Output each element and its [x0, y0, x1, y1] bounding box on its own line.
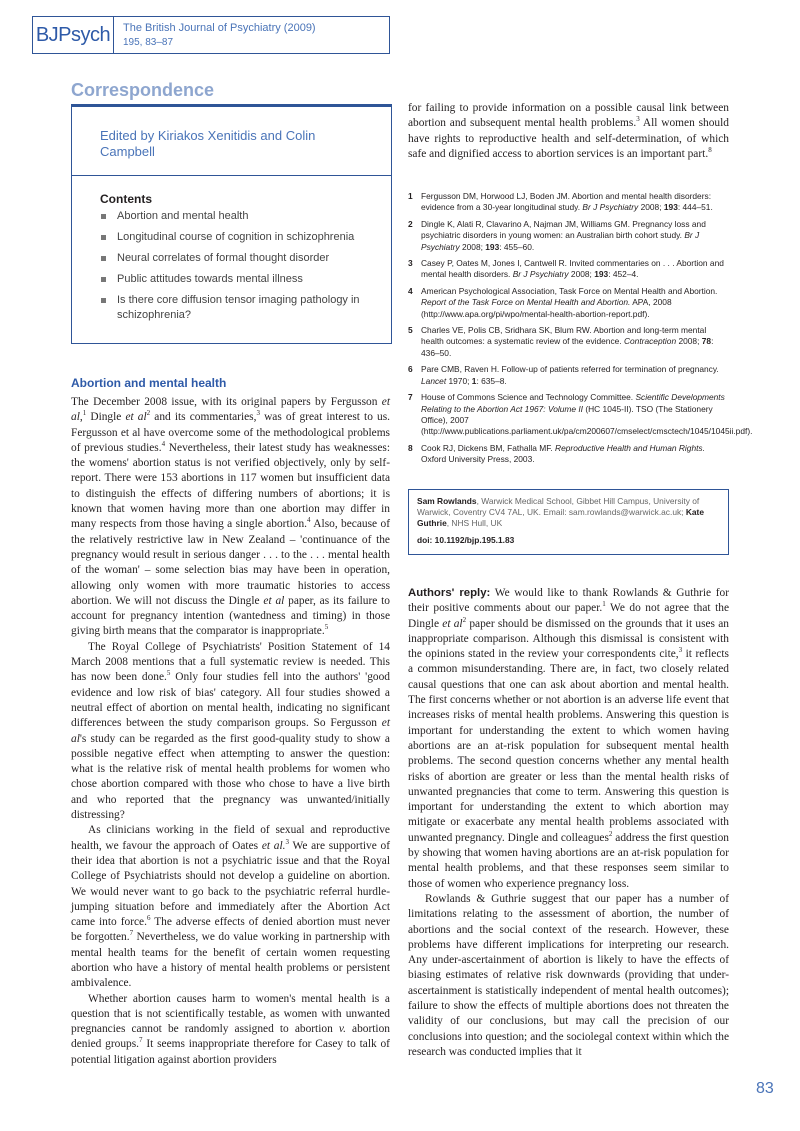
reference-item: 1 Fergusson DM, Horwood LJ, Boden JM. Abortion and mental health disorders: evidence from a 30-year longitudinal study. Br J Psychiatry 2008; 193: 444–51.: [408, 191, 713, 213]
article-body-left: [71, 395, 390, 1068]
article-paragraph: As clinicians working in the field of sexual and reproductive health, we favour the approach of Oates et al.$^3$ We are supportive of their idea that abortion is not a psychiatric issue and that the Royal College of Psychiatrists should not develop a guideline on abortion. We would never want to go back to the psychiatric referral hurdle-jumping situation before and immediately after the Abortion Act came into force.$^6$ The adverse effects of denied abortion must never be forgotten.$^7$ Nevertheless, we do value working in partnership with mental health teams for the benefit of certain women requesting abortion who have a history of mental health problems or persistent ambivalence.: [71, 824, 391, 990]
article-body-right: [408, 101, 729, 162]
article-paragraph: The December 2008 issue, with its original papers by Fergusson et al,$^1$ Dingle et $al^2$ and its commentaries,$^3$ was of great interest to us. Fergusson et al have overcome some of the methodological problems of previous studies.$^4$ Nevertheless, their latest study has weaknesses: the womens' abortion status is not verified objectively, only by self-report. There were 153 abortions in 117 women but insufficient data to distinguish the effects of differing numbers of abortions; it is known that women having more than one abortion may differ in many respects from those having a single abortion.$^4$ Also, because of the relatively restrictive law in New Zealand – 'continuance of the pregnancy would result in serious danger . . . to the . . . mental health of the woman' – some selection bias may have been in operation, allowing only women with more traumatic histories to access abortion. We will not discuss the Dingle et al paper, as its failure to account for pregnancy intention (wantedness and timing) in those giving birth means that the comparator is inappropriate.$^5$: [71, 396, 390, 638]
author-affiliations: Sam Rowlands, Warwick Medical School, Gibbet Hill Campus, University of Warwick, Coventry CV4 7AL, UK. Email: sam.rowlands@warwick.ac.uk; Kate Guthrie, NHS Hull, UK: [417, 496, 704, 528]
editors-line: Edited by Kiriakos Xenitidis and Colin Campbell: [100, 128, 316, 159]
box-divider: [72, 175, 391, 176]
doi: doi: 10.1192/bjp.195.1.83: [417, 535, 515, 545]
reference-item: 5 Charles VE, Polis CB, Sridhara SK, Blum RW. Abortion and long-term mental health outcomes: a systematic review of the evidence. Contraception 2008; 78: 436–50.: [408, 325, 714, 358]
journal-header: [32, 16, 390, 54]
reply-paragraph: Rowlands & Guthrie suggest that our paper has a number of limitations relating to the assessment of abortion, the number of abortions and the social context of the research. However, these problems have different implications for interpreting our research. Any under-ascertainment of abortion is likely to have the effects of biasing estimates of relative risk downwards (providing that under-ascertainment is statistically independent of mental health outcomes); failure to show the effects of multiple abortions does not threaten the validity of our conclusions, but may call the precision of our conclusions into question; and the sociolegal context within which the research was conducted implies that it: [408, 892, 729, 1058]
reference-item: 4 American Psychological Association, Task Force on Mental Health and Abortion. Report of the Task Force on Mental Health and Abortion. APA, 2008 (http://www.apa.org/pi/wpo/mental-health-abortion-report.pdf).: [408, 285, 718, 319]
reference-item: 3 Casey P, Oates M, Jones I, Cantwell R. Invited commentaries on . . . Abortion and mental health disorders. Br J Psychiatry 2008; 193: 452–4.: [408, 258, 724, 280]
reference-item: 7 House of Commons Science and Technology Committee. Scientific Developments Relating to the Abortion Act 1967: Volume II (HC 1045-II). TSO (The Stationery Office), 2007 (http://www.publications.parliament.uk/pa/cm200607/cmselect/cmsctech/1045/1045ii.pdf).: [408, 392, 753, 437]
contents-item: Public attitudes towards mental illness: [100, 272, 380, 287]
reference-item: 2 Dingle K, Alati R, Clavarino A, Najman JM, Williams GM. Pregnancy loss and psychiatric disorders in young women: an Australian birth cohort study. Br J Psychiatry 2008; 193: 455–60.: [408, 218, 706, 252]
reference-list: [408, 191, 753, 471]
contents-item: Neural correlates of formal thought disorder: [100, 251, 380, 266]
contents-item: Longitudinal course of cognition in schizophrenia: [100, 230, 380, 245]
journal-reference: 195, 83–87: [123, 37, 174, 48]
page-number: 83: [756, 1080, 774, 1097]
journal-year: (2009): [283, 22, 316, 34]
article-paragraph: Whether abortion causes harm to women's mental health is a question that is not scientifically testable, as women with unwanted pregnancies cannot be randomly assigned to abortion v. abortion denied groups.$^7$ It seems inappropriate therefore for Casey to talk of potential litigation against abortion providers: [71, 992, 390, 1066]
article-paragraph: for failing to provide information on a possible causal link between abortion and subsequent mental health problems.$^3$ All women should have rights to reproductive health and self-determination, of which safe and dignified access to abortion services is an important part.$^8$: [408, 102, 729, 160]
section-title: Correspondence: [71, 80, 215, 100]
reply-label: Authors' reply:: [408, 587, 491, 599]
authors-reply: [408, 586, 729, 1060]
reply-paragraph: Authors' reply: We would like to thank Rowlands & Guthrie for their positive comments about our paper.$^1$ We do not agree that the Dingle et $al^2$ paper should be dismissed on the grounds that it uses an inappropriate comparison. Although this dismissal is consistent with the opinions stated in the review your correspondents cite,$^3$ it reflects a common misunderstanding. There are, in fact, two closely related causal questions that one can ask about abortion and mental health. The first concerns whether or not abortion is an adverse life event that increases risks of mental health problems. Answering this question is important for understanding the extent to which women having abortions are an at-risk population for subsequent mental health problems. The second question concerns whether any mental health risks of abortion are greater or less than the mental health risks of unwanted pregnancies that come to term. Answering this question is important for understanding the extent to which abortion may mitigate or exacerbate any mental health problems associated with unwanted pregnancy. Dingle and colleagues$^2$ address the first question by showing that women having abortions are an at-risk population for mental health problems, and that these responses seem similar to those of women who experience pregnancy loss.: [408, 587, 729, 890]
article-heading: Abortion and mental health: [71, 376, 227, 390]
article-paragraph: The Royal College of Psychiatrists' Position Statement of 14 March 2008 mentions that a full systematic review is needed. This has now been done.$^5$ Only four studies fell into the authors' 'good evidence and low risk of bias' category. All four studies showed a neutral effect of abortion on mental health, indicating no significant differences between the study comparison groups. So Fergusson et al's study can be regarded as the first good-quality study to show a possible negative effect when attempting to answer the question: what is the relative risk of mental health problems for women who chose abortion compared with those who chose to have a live birth and who reported that the pregnancy was unwanted/initially distressing?: [71, 640, 390, 822]
contents-list: [100, 209, 380, 329]
contents-heading: Contents: [100, 192, 152, 206]
contents-item: Is there core diffusion tensor imaging pathology in schizophrenia?: [100, 293, 380, 323]
reference-item: 6 Pare CMB, Raven H. Follow-up of patients referred for termination of pregnancy. Lancet 1970; 1: 635–8.: [408, 364, 719, 386]
author-info-box: [408, 489, 729, 555]
contents-item: Abortion and mental health: [100, 209, 380, 224]
journal-name: The British Journal of Psychiatry (2009): [123, 22, 316, 34]
journal-logo: BJPsych: [33, 17, 114, 53]
reference-item: 8 Cook RJ, Dickens BM, Fathalla MF. Reproductive Health and Human Rights. Oxford University Press, 2003.: [408, 442, 705, 465]
contents-box: [71, 104, 392, 344]
